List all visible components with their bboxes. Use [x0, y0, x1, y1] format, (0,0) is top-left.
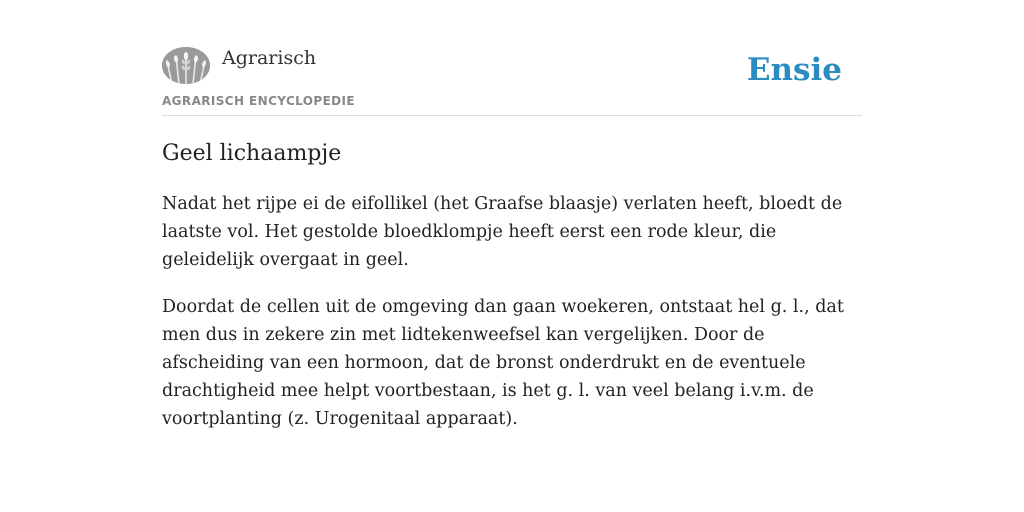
article-paragraph: Nadat het rijpe ei de eifollikel (het Graafse blaasje) verlaten heeft, bloedt de laatste vol. Het gestolde bloedklompje heeft eerst een rode kleur, die geleidelijk overgaat in geel. — [162, 194, 843, 270]
article-paragraph: Doordat de cellen uit de omgeving dan gaan woekeren, ontstaat hel g. l., dat men dus in zekere zin met lidtekenweefsel kan vergelijken. Door de afscheiding van een hormoon, dat de bronst onderdrukt en de eventuele drachtigheid mee helpt voortbestaan, is het g. l. van veel belang i.v.m. de voortplanting (z. Urogenitaal apparaat). — [162, 297, 844, 429]
brand-logo[interactable]: Ensie — [746, 52, 842, 88]
source-subtitle: AGRARISCH ENCYCLOPEDIE — [162, 94, 355, 108]
wheat-icon[interactable] — [162, 47, 210, 84]
source-name[interactable]: Agrarisch — [222, 47, 317, 69]
source-header — [162, 45, 862, 116]
article — [162, 138, 867, 452]
article-title: Geel lichaampje — [162, 141, 342, 166]
